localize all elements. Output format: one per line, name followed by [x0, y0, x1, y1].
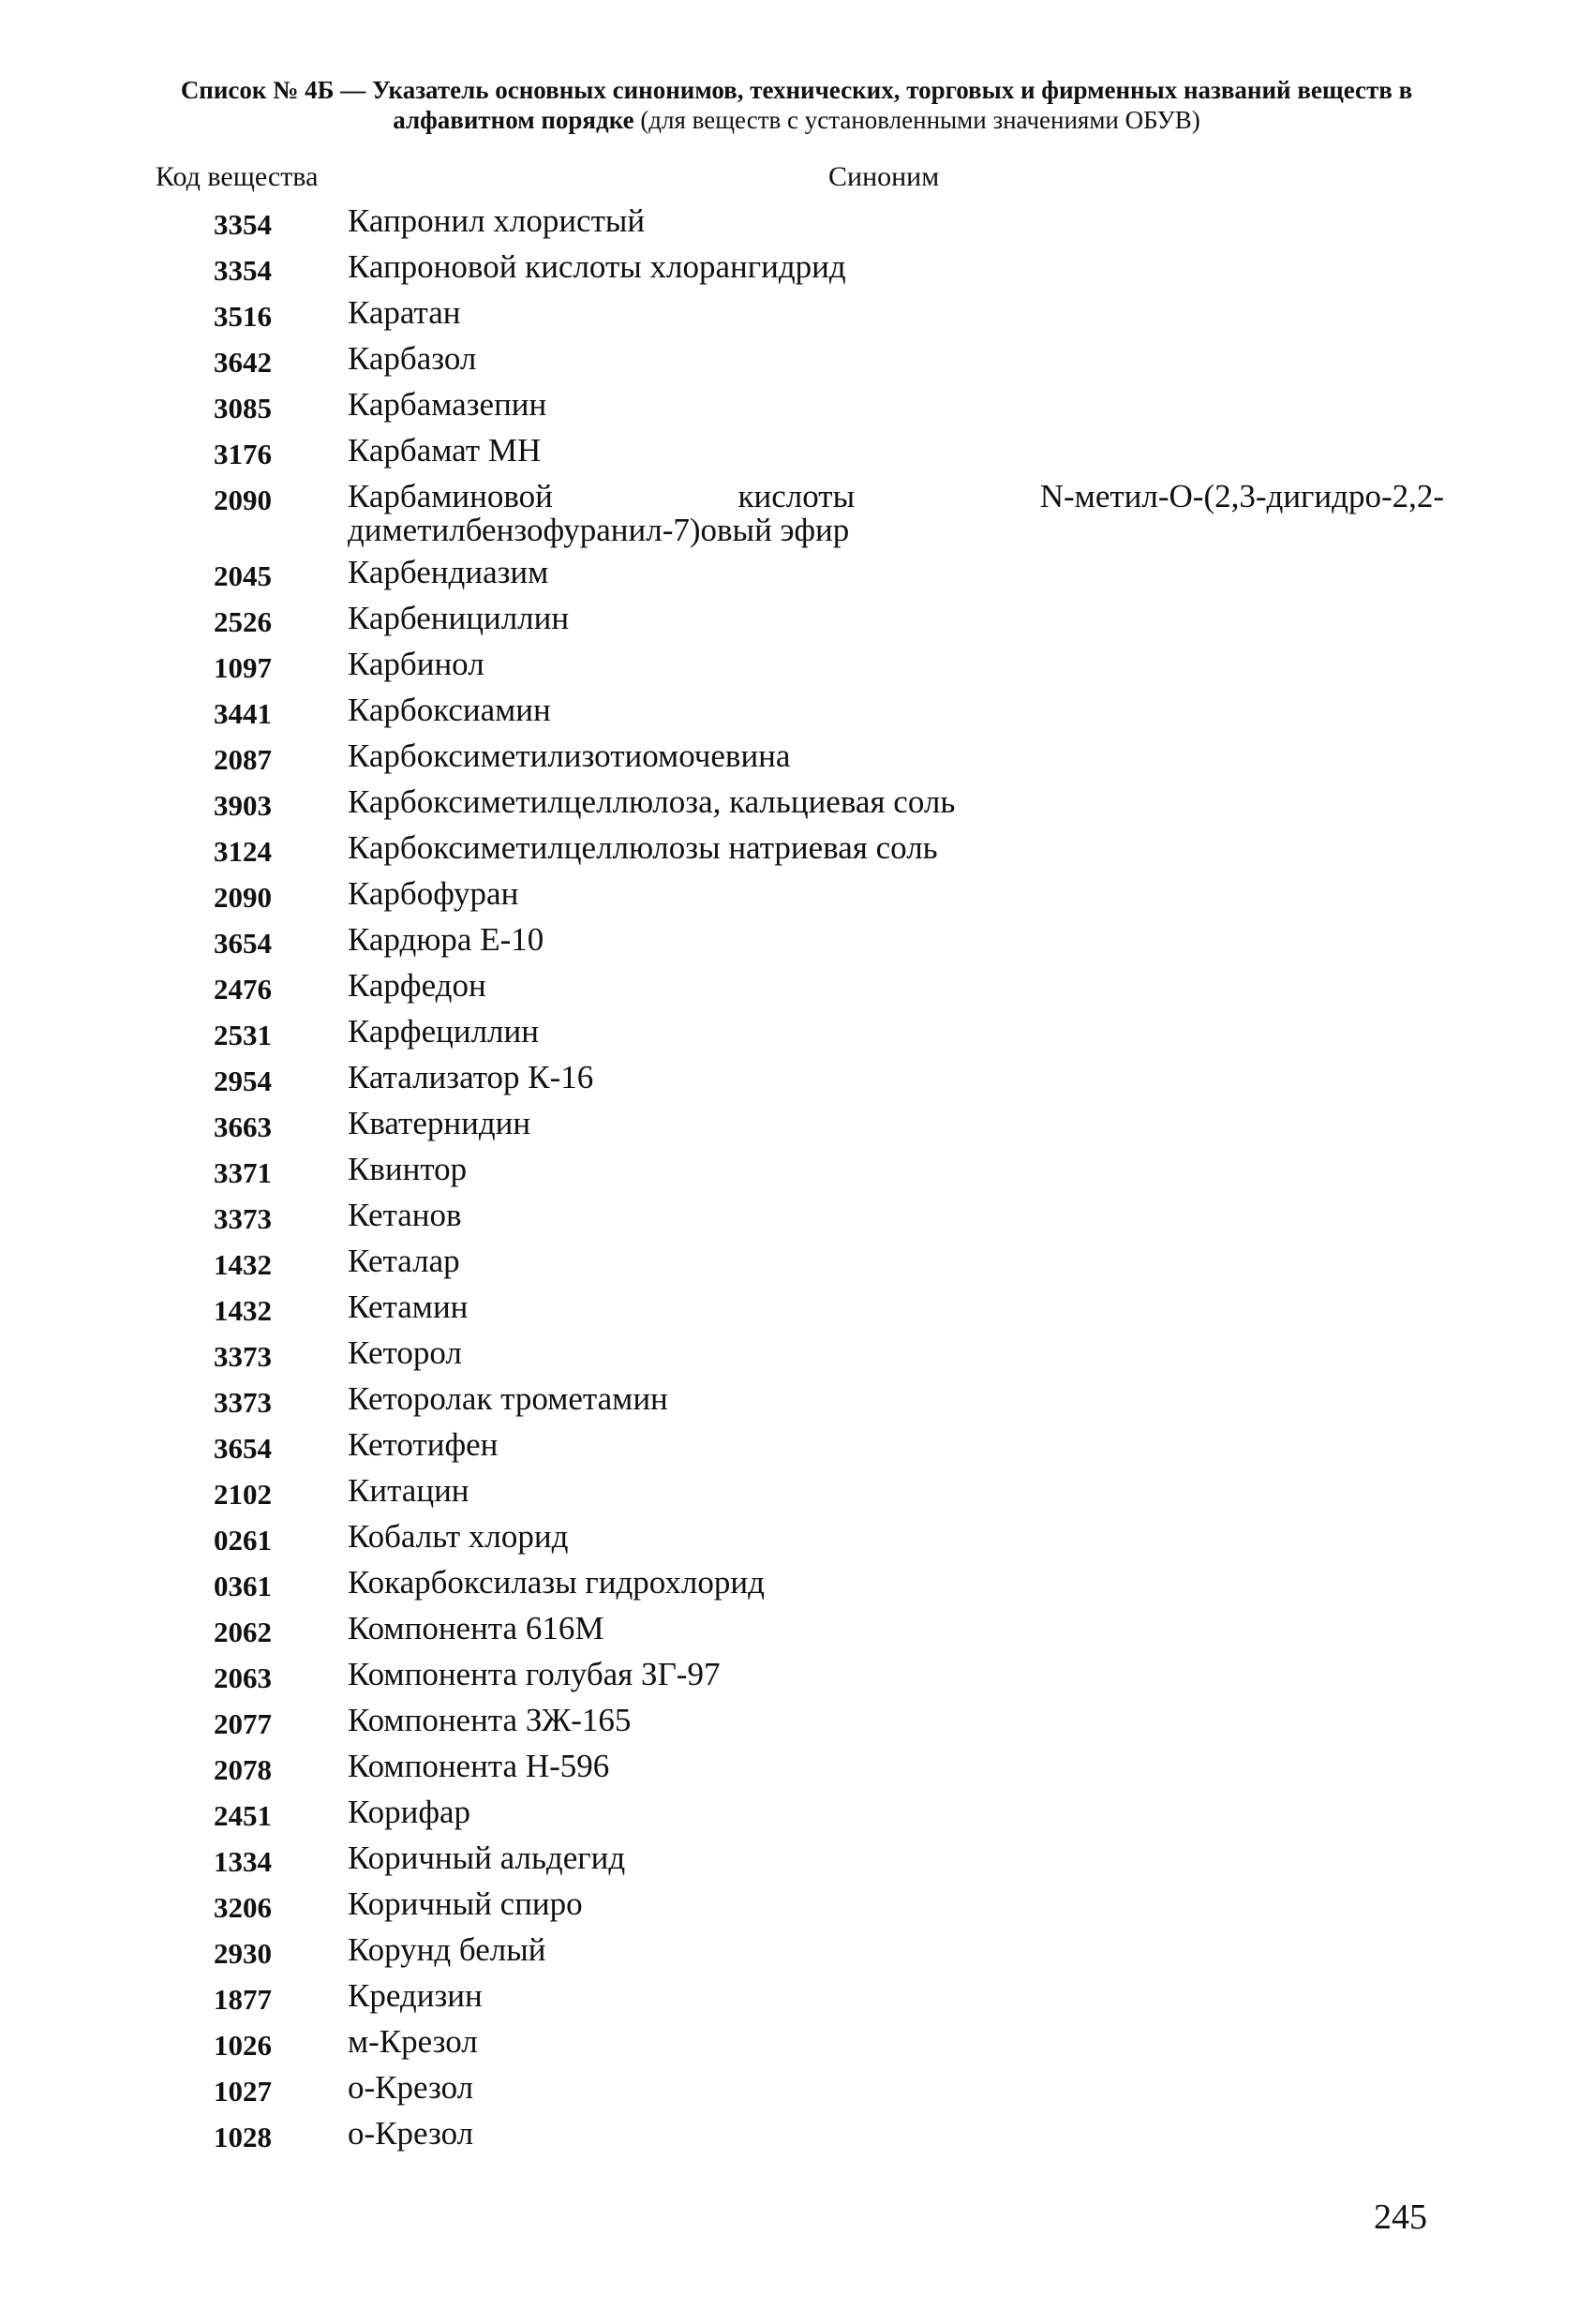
- substance-code: 3206: [214, 1891, 272, 1924]
- substance-code: 2045: [214, 559, 272, 592]
- list-item: [0, 1428, 1594, 1474]
- synonym-text: Карфедон: [348, 967, 486, 1004]
- synonym-text: Кватернидин: [348, 1105, 531, 1141]
- synonym-text: Карбоксиметилизотиомочевина: [348, 737, 791, 774]
- substance-code: 1432: [214, 1248, 272, 1281]
- list-item: [0, 388, 1594, 434]
- list-item: [0, 602, 1594, 648]
- synonym-text: Карбамат МН: [348, 432, 542, 469]
- synonym-text: Карбамазепин: [348, 386, 547, 423]
- synonym-text: Карбоксиамин: [348, 692, 551, 728]
- list-item: [0, 250, 1594, 296]
- substance-code: 1097: [214, 651, 272, 684]
- substance-code: 1877: [214, 1983, 272, 2016]
- synonym-text: Компонента Н-596: [348, 1748, 610, 1784]
- column-header-synonym: Синоним: [828, 161, 940, 192]
- synonym-text: Карбазол: [348, 340, 477, 377]
- substance-code: 0361: [214, 1570, 272, 1602]
- synonym-text: Кредизин: [348, 1977, 483, 2014]
- list-item: [0, 1795, 1594, 1841]
- synonym-list: [0, 204, 1594, 2163]
- list-item: [0, 1566, 1594, 1612]
- synonym-text: Кетанов: [348, 1197, 462, 1233]
- substance-code: 1027: [214, 2075, 272, 2108]
- list-item: [0, 296, 1594, 342]
- synonym-text: Компонента 616М: [348, 1610, 604, 1646]
- substance-code: 3654: [214, 927, 272, 960]
- substance-code: 3373: [214, 1386, 272, 1419]
- substance-code: 2087: [214, 743, 272, 776]
- substance-code: 2077: [214, 1707, 272, 1740]
- list-item: [0, 1841, 1594, 1887]
- substance-code: 3124: [214, 835, 272, 868]
- list-item: [0, 1704, 1594, 1750]
- list-item: [0, 1153, 1594, 1199]
- substance-code: 2531: [214, 1019, 272, 1051]
- substance-code: 3516: [214, 300, 272, 333]
- synonym-text: Кокарбоксилазы гидрохлорид: [348, 1564, 765, 1601]
- synonym-text: Коричный спиро: [348, 1885, 583, 1922]
- synonym-text: Каратан: [348, 294, 461, 331]
- substance-code: 3176: [214, 438, 272, 470]
- substance-code: 3373: [214, 1202, 272, 1235]
- substance-code: 2930: [214, 1937, 272, 1970]
- synonym-text: Капроновой кислоты хлорангидрид: [348, 248, 846, 285]
- synonym-text: м-Крезол: [348, 2023, 478, 2060]
- substance-code: 0261: [214, 1524, 272, 1557]
- list-item: [0, 2117, 1594, 2163]
- list-item: [0, 1107, 1594, 1153]
- substance-code: 3373: [214, 1340, 272, 1373]
- synonym-text: Кобальт хлорид: [348, 1518, 569, 1555]
- list-item: [0, 1015, 1594, 1061]
- synonym-text: Китацин: [348, 1472, 469, 1509]
- list-item: [0, 434, 1594, 480]
- substance-code: 1432: [214, 1294, 272, 1327]
- list-item: [0, 648, 1594, 693]
- substance-code: 2090: [214, 484, 272, 516]
- substance-code: 3642: [214, 346, 272, 379]
- substance-code: 2063: [214, 1661, 272, 1694]
- substance-code: 2102: [214, 1478, 272, 1511]
- synonym-text: Капронил хлористый: [348, 202, 646, 239]
- substance-code: 1026: [214, 2029, 272, 2062]
- synonym-text: Катализатор К-16: [348, 1059, 594, 1095]
- list-item: [0, 1612, 1594, 1658]
- substance-code: 3663: [214, 1110, 272, 1143]
- list-item: [0, 556, 1594, 602]
- synonym-text: Карфециллин: [348, 1013, 539, 1050]
- synonym-text: Кетотифен: [348, 1426, 499, 1463]
- synonym-text: Корифар: [348, 1794, 471, 1830]
- list-item: [0, 342, 1594, 388]
- list-item: [0, 693, 1594, 739]
- synonym-text: Квинтор: [348, 1151, 468, 1187]
- list-item: [0, 1658, 1594, 1704]
- substance-code: 3371: [214, 1156, 272, 1189]
- synonym-text: Карбоксиметилцеллюлозы натриевая соль: [348, 829, 938, 866]
- list-item: [0, 2025, 1594, 2071]
- list-item: [0, 969, 1594, 1015]
- substance-code: 1028: [214, 2121, 272, 2153]
- list-title: [141, 75, 1452, 135]
- synonym-text: Карбоксиметилцеллюлоза, кальциевая соль: [348, 783, 956, 820]
- substance-code: 3354: [214, 208, 272, 241]
- substance-code: 3903: [214, 789, 272, 822]
- substance-code: 2451: [214, 1799, 272, 1832]
- synonym-text: Кардюра Е-10: [348, 921, 544, 958]
- synonym-text: Компонента голубая ЗГ-97: [348, 1656, 721, 1692]
- synonym-text: Кеторолак трометамин: [348, 1380, 668, 1417]
- substance-code: 3654: [214, 1432, 272, 1465]
- substance-code: 2954: [214, 1065, 272, 1097]
- synonym-text: Кеторол: [348, 1334, 462, 1371]
- list-item: [0, 1520, 1594, 1566]
- synonym-text: Карбаминовой кислоты N-метил-О-(2,3-дигидро-2,2-диметилбензофуранил-7)овый эфир: [348, 478, 1444, 548]
- list-item: [0, 1199, 1594, 1244]
- list-item: [0, 877, 1594, 923]
- substance-code: 3441: [214, 697, 272, 730]
- column-header-code: Код вещества: [156, 161, 319, 192]
- synonym-text: Коричный альдегид: [348, 1840, 626, 1876]
- list-item: [0, 923, 1594, 969]
- page-number: 245: [1374, 2197, 1427, 2237]
- column-headers: [0, 161, 1594, 199]
- list-item: [0, 1290, 1594, 1336]
- list-item: [0, 1474, 1594, 1520]
- synonym-text: Корунд белый: [348, 1931, 546, 1968]
- list-item: [0, 480, 1594, 556]
- synonym-text: Карбенициллин: [348, 600, 570, 636]
- synonym-text: Карбофуран: [348, 875, 519, 912]
- substance-code: 2476: [214, 973, 272, 1006]
- substance-code: 2062: [214, 1616, 272, 1648]
- synonym-text: о-Крезол: [348, 2115, 474, 2152]
- list-item: [0, 785, 1594, 831]
- list-item: [0, 204, 1594, 250]
- list-item: [0, 1382, 1594, 1428]
- substance-code: 2526: [214, 605, 272, 638]
- list-item: [0, 831, 1594, 877]
- synonym-text: Кетамин: [348, 1289, 469, 1325]
- synonym-text: Карбинол: [348, 646, 484, 682]
- substance-code: 3085: [214, 392, 272, 425]
- list-title-note: (для веществ с установленными значениями ОБУВ): [640, 106, 1200, 134]
- list-item: [0, 1979, 1594, 2025]
- list-item: [0, 1244, 1594, 1290]
- synonym-text: Компонента ЗЖ-165: [348, 1702, 632, 1738]
- list-item: [0, 1933, 1594, 1979]
- substance-code: 2078: [214, 1753, 272, 1786]
- list-title-main: Список № 4Б — Указатель основных синонимов, технических, торговых и фирменных названий веществ в алфавитном порядке: [180, 76, 1413, 134]
- list-item: [0, 1887, 1594, 1933]
- synonym-text: о-Крезол: [348, 2069, 474, 2106]
- list-item: [0, 1061, 1594, 1107]
- list-item: [0, 1336, 1594, 1382]
- substance-code: 3354: [214, 254, 272, 287]
- synonym-text: Карбендиазим: [348, 554, 549, 590]
- list-item: [0, 2071, 1594, 2117]
- list-item: [0, 1750, 1594, 1795]
- synonym-text: Кеталар: [348, 1243, 460, 1279]
- substance-code: 2090: [214, 881, 272, 914]
- list-item: [0, 739, 1594, 785]
- substance-code: 1334: [214, 1845, 272, 1878]
